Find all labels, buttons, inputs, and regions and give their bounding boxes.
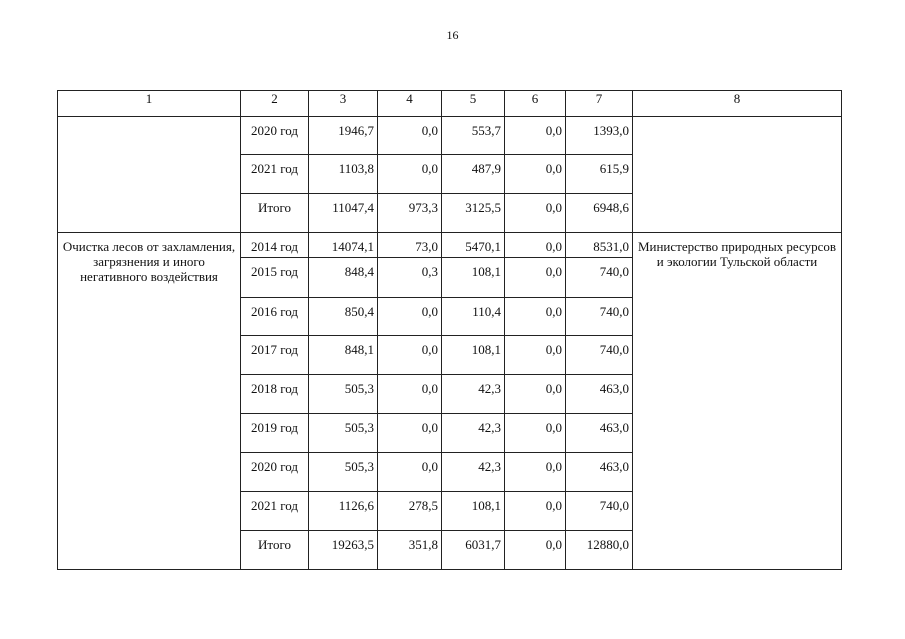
value-cell-c7: 1393,0 — [566, 117, 633, 155]
value-cell-c6: 0,0 — [505, 155, 566, 194]
measure-name-cell — [58, 117, 241, 233]
responsible-executor-cell: Министерство природных ресурсов и экологии Тульской области — [633, 233, 842, 570]
year-cell: 2020 год — [241, 453, 309, 492]
value-cell-c4: 973,3 — [378, 194, 442, 233]
value-cell-c7: 740,0 — [566, 258, 633, 298]
value-cell-c3: 505,3 — [309, 375, 378, 414]
header-cell: 8 — [633, 91, 842, 117]
value-cell-c6: 0,0 — [505, 453, 566, 492]
value-cell-c5: 108,1 — [442, 492, 505, 531]
value-cell-c5: 6031,7 — [442, 531, 505, 570]
value-cell-c3: 850,4 — [309, 298, 378, 336]
header-cell: 5 — [442, 91, 505, 117]
page-number: 16 — [446, 28, 459, 42]
year-cell: 2020 год — [241, 117, 309, 155]
value-cell-c6: 0,0 — [505, 492, 566, 531]
year-cell: 2016 год — [241, 298, 309, 336]
header-cell: 7 — [566, 91, 633, 117]
year-cell: 2021 год — [241, 155, 309, 194]
value-cell-c3: 11047,4 — [309, 194, 378, 233]
year-cell: 2015 год — [241, 258, 309, 298]
value-cell-c5: 553,7 — [442, 117, 505, 155]
value-cell-c6: 0,0 — [505, 298, 566, 336]
value-cell-c3: 1126,6 — [309, 492, 378, 531]
value-cell-c3: 848,1 — [309, 336, 378, 375]
value-cell-c6: 0,0 — [505, 117, 566, 155]
value-cell-c4: 0,0 — [378, 155, 442, 194]
measure-name-cell: Очистка лесов от захламления, загрязнения и иного негативного воздействия — [58, 233, 241, 570]
value-cell-c5: 108,1 — [442, 258, 505, 298]
value-cell-c6: 0,0 — [505, 414, 566, 453]
value-cell-c6: 0,0 — [505, 375, 566, 414]
value-cell-c6: 0,0 — [505, 194, 566, 233]
value-cell-c4: 73,0 — [378, 233, 442, 258]
value-cell-c4: 351,8 — [378, 531, 442, 570]
budget-table — [57, 90, 842, 570]
value-cell-c7: 8531,0 — [566, 233, 633, 258]
value-cell-c7: 6948,6 — [566, 194, 633, 233]
value-cell-c6: 0,0 — [505, 258, 566, 298]
value-cell-c3: 19263,5 — [309, 531, 378, 570]
value-cell-c4: 0,0 — [378, 298, 442, 336]
header-cell: 6 — [505, 91, 566, 117]
value-cell-c3: 14074,1 — [309, 233, 378, 258]
table-row — [58, 233, 842, 258]
value-cell-c4: 0,0 — [378, 117, 442, 155]
year-cell: Итого — [241, 194, 309, 233]
value-cell-c7: 740,0 — [566, 298, 633, 336]
value-cell-c6: 0,0 — [505, 336, 566, 375]
header-cell: 3 — [309, 91, 378, 117]
value-cell-c6: 0,0 — [505, 233, 566, 258]
value-cell-c7: 740,0 — [566, 336, 633, 375]
value-cell-c7: 740,0 — [566, 492, 633, 531]
responsible-executor-cell — [633, 117, 842, 233]
year-cell: Итого — [241, 531, 309, 570]
value-cell-c7: 463,0 — [566, 414, 633, 453]
value-cell-c5: 3125,5 — [442, 194, 505, 233]
value-cell-c7: 463,0 — [566, 375, 633, 414]
value-cell-c4: 0,3 — [378, 258, 442, 298]
value-cell-c4: 278,5 — [378, 492, 442, 531]
value-cell-c7: 615,9 — [566, 155, 633, 194]
value-cell-c4: 0,0 — [378, 453, 442, 492]
value-cell-c6: 0,0 — [505, 531, 566, 570]
value-cell-c3: 848,4 — [309, 258, 378, 298]
value-cell-c3: 1103,8 — [309, 155, 378, 194]
header-cell: 2 — [241, 91, 309, 117]
year-cell: 2018 год — [241, 375, 309, 414]
value-cell-c5: 42,3 — [442, 375, 505, 414]
header-cell: 4 — [378, 91, 442, 117]
year-cell: 2021 год — [241, 492, 309, 531]
value-cell-c5: 487,9 — [442, 155, 505, 194]
value-cell-c5: 108,1 — [442, 336, 505, 375]
value-cell-c4: 0,0 — [378, 375, 442, 414]
value-cell-c5: 42,3 — [442, 414, 505, 453]
value-cell-c7: 12880,0 — [566, 531, 633, 570]
value-cell-c4: 0,0 — [378, 414, 442, 453]
value-cell-c3: 505,3 — [309, 453, 378, 492]
table-row — [58, 117, 842, 155]
year-cell: 2014 год — [241, 233, 309, 258]
header-cell: 1 — [58, 91, 241, 117]
value-cell-c7: 463,0 — [566, 453, 633, 492]
value-cell-c5: 5470,1 — [442, 233, 505, 258]
header-row — [58, 91, 842, 117]
year-cell: 2019 год — [241, 414, 309, 453]
value-cell-c3: 505,3 — [309, 414, 378, 453]
value-cell-c5: 42,3 — [442, 453, 505, 492]
value-cell-c3: 1946,7 — [309, 117, 378, 155]
value-cell-c5: 110,4 — [442, 298, 505, 336]
year-cell: 2017 год — [241, 336, 309, 375]
value-cell-c4: 0,0 — [378, 336, 442, 375]
